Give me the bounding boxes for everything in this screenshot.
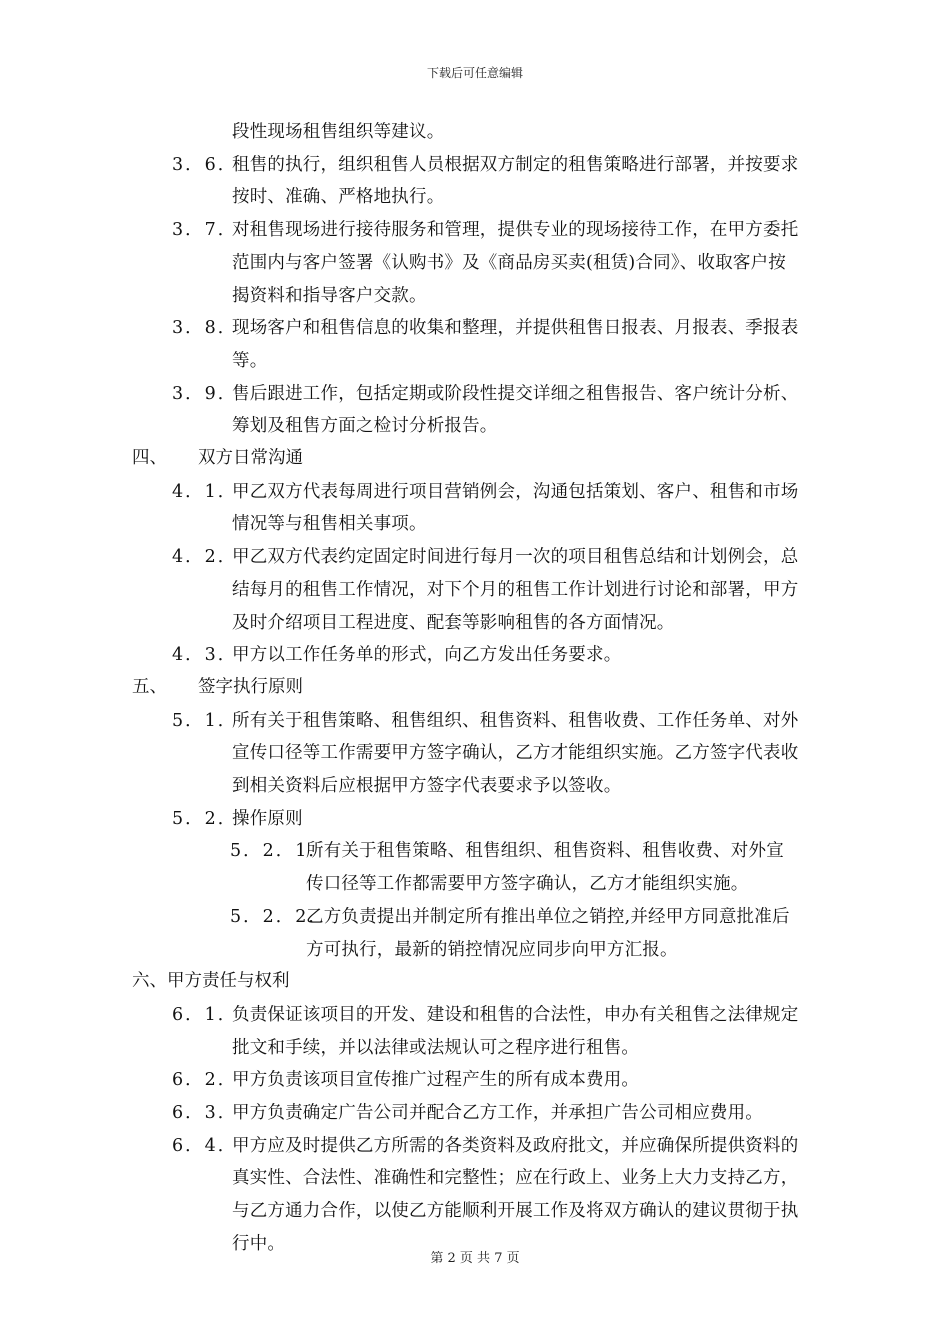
page-footer: 第 2 页 共 7 页: [430, 1251, 520, 1266]
section-heading: 签字执行原则: [198, 676, 303, 697]
paragraph-line: 段性现场租售组织等建议。: [232, 122, 445, 142]
clause-number: 3．8．: [172, 318, 238, 339]
clause-number: 3．9．: [172, 383, 238, 404]
clause-text-line: 与乙方通力合作，以使乙方能顺利开展工作及将双方确认的建议贯彻于执: [232, 1201, 799, 1222]
clause-text-line: 传口径等工作都需要甲方签字确认，乙方才能组织实施。: [306, 874, 749, 895]
clause-text-line: 及时介绍项目工程进度、配套等影响租售的各方面情况。: [232, 612, 675, 633]
clause-text-line: 对租售现场进行接待服务和管理，提供专业的现场接待工作，在甲方委托: [232, 220, 799, 241]
clause-number: 4．3．: [172, 645, 238, 666]
section-number: 五、: [132, 676, 167, 697]
clause-text-line: 按时、准确、严格地执行。: [232, 187, 445, 208]
clause-text-line: 情况等与租售相关事项。: [232, 514, 427, 535]
clause-text-line: 宣传口径等工作需要甲方签字确认，乙方才能组织实施。乙方签字代表收: [232, 743, 799, 764]
clause-text-line: 结每月的租售工作情况，对下个月的租售工作计划进行讨论和部署，甲方: [232, 579, 799, 600]
clause-number: 5．2．: [172, 808, 238, 829]
clause-number: 3．7．: [172, 220, 238, 241]
clause-number: 5．1．: [172, 710, 238, 731]
clause-number: 6．1．: [172, 1004, 238, 1025]
clause-text-line: 范围内与客户签署《认购书》及《商品房买卖(租赁)合同》、收取客户按: [232, 252, 787, 273]
clause-text-line: 甲方以工作任务单的形式，向乙方发出任务要求。: [232, 645, 622, 666]
clause-text-line: 操作原则: [232, 808, 303, 829]
page-header: 下载后可任意编辑: [426, 66, 523, 80]
clause-text-line: 售后跟进工作，包括定期或阶段性提交详细之租售报告、客户统计分析、: [232, 383, 799, 404]
clause-text-line: 负责保证该项目的开发、建设和租售的合法性，申办有关租售之法律规定: [232, 1004, 799, 1025]
clause-text-line: 到相关资料后应根据甲方签字代表要求予以签收。: [232, 776, 622, 796]
clause-text-line: 甲方负责该项目宣传推广过程产生的所有成本费用。: [232, 1070, 640, 1091]
clause-number: 6．3．: [172, 1103, 238, 1123]
clause-text-line: 等。: [232, 350, 268, 371]
clause-number: 5．2．2．: [230, 906, 328, 927]
clause-text-line: 现场客户和租售信息的收集和整理，并提供租售日报表、月报表、季报表: [232, 318, 799, 339]
clause-text-line: 筹划及租售方面之检讨分析报告。: [232, 416, 498, 437]
clause-number: 6．2．: [172, 1070, 238, 1091]
section-heading: 双方日常沟通: [198, 448, 303, 468]
clause-number: 4．1．: [172, 481, 238, 502]
clause-text-line: 甲乙双方代表约定固定时间进行每月一次的项目租售总结和计划例会，总: [232, 547, 799, 568]
clause-text-line: 所有关于租售策略、租售组织、租售资料、租售收费、对外宣: [306, 841, 784, 862]
clause-number: 5．2．1．: [230, 841, 328, 862]
clause-text-line: 真实性、合法性、准确性和完整性；应在行政上、业务上大力支持乙方，: [232, 1168, 799, 1189]
section-number: 四、: [132, 448, 167, 468]
section-heading: 六、甲方责任与权利: [132, 971, 290, 992]
clause-number: 3．6．: [172, 154, 238, 175]
clause-text-line: 甲方负责确定广告公司并配合乙方工作，并承担广告公司相应费用。: [232, 1103, 763, 1123]
clause-number: 4．2．: [172, 547, 238, 568]
clause-text-line: 所有关于租售策略、租售组织、租售资料、租售收费、工作任务单、对外: [232, 710, 799, 731]
clause-text-line: 揭资料和指导客户交款。: [232, 285, 427, 306]
clause-text-line: 甲乙双方代表每周进行项目营销例会，沟通包括策划、客户、租售和市场: [232, 481, 799, 502]
clause-text-line: 行中。: [232, 1233, 286, 1254]
clause-text-line: 乙方负责提出并制定所有推出单位之销控,并经甲方同意批准后: [306, 906, 790, 927]
clause-text-line: 批文和手续，并以法律或法规认可之程序进行租售。: [232, 1037, 640, 1058]
clause-text-line: 甲方应及时提供乙方所需的各类资料及政府批文，并应确保所提供资料的: [232, 1135, 799, 1156]
clause-number: 6．4．: [172, 1135, 238, 1156]
clause-text-line: 方可执行，最新的销控情况应同步向甲方汇报。: [306, 939, 678, 960]
clause-text-line: 租售的执行，组织租售人员根据双方制定的租售策略进行部署，并按要求: [232, 154, 799, 175]
